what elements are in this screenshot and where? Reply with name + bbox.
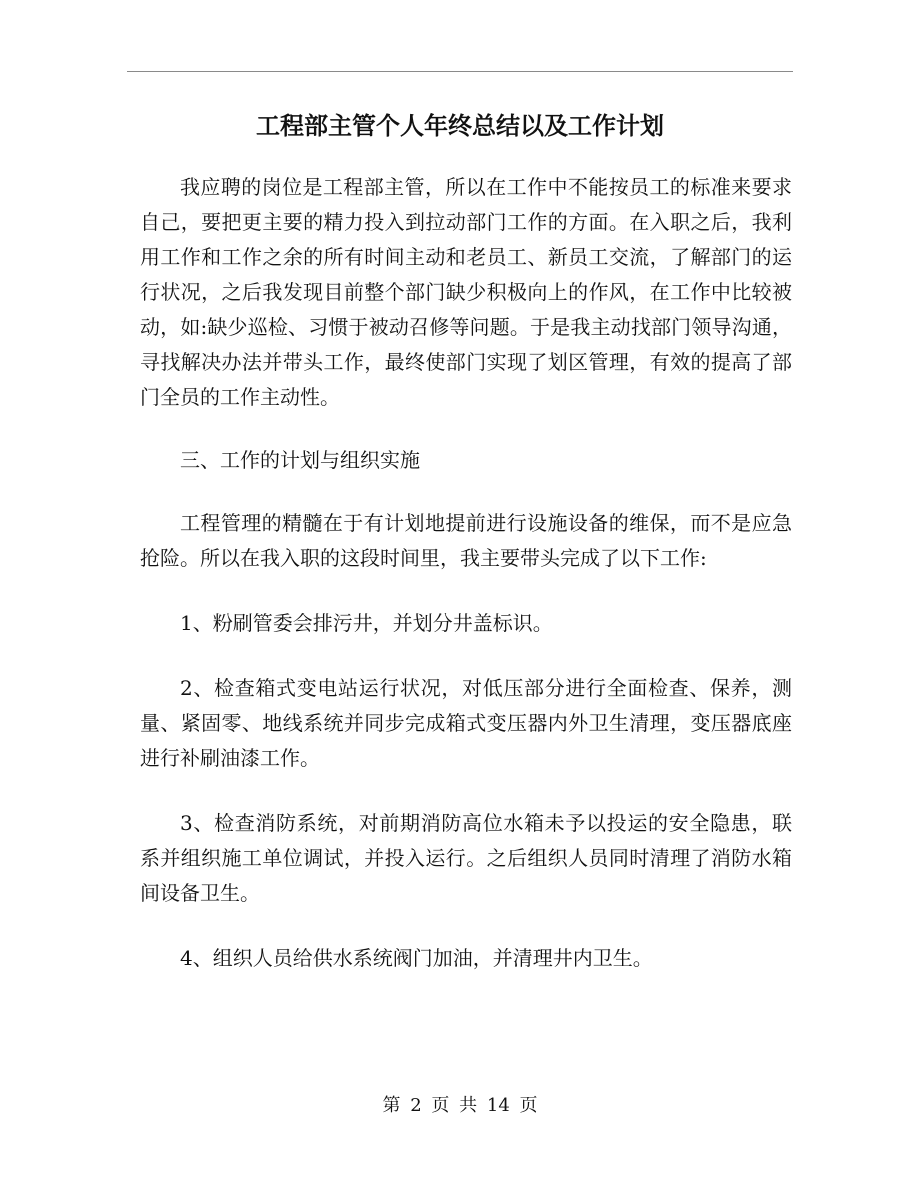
footer-page-word: 页: [431, 1095, 450, 1116]
page-footer: [127, 1092, 793, 1120]
footer-suffix: 页: [519, 1095, 538, 1116]
document-title: 工程部主管个人年终总结以及工作计划: [256, 111, 664, 140]
list-item-1: 1、粉刷管委会排污井，并划分井盖标识。: [180, 611, 553, 635]
footer-current-page: 2: [410, 1095, 422, 1116]
list-item-2: 2、检查箱式变电站运行状况，对低压部分进行全面检查、保养，测量、紧固零、地线系统并同步完成箱式变压器内外卫生清理，变压器底座进行补刷油漆工作。: [140, 676, 792, 770]
paragraph-management: 工程管理的精髓在于有计划地提前进行设施设备的维保，而不是应急抢险。所以在我入职的这段时间里，我主要带头完成了以下工作:: [140, 511, 792, 570]
paragraph-intro: 我应聘的岗位是工程部主管，所以在工作中不能按员工的标准来要求自己，要把更主要的精力投入到拉动部门工作的方面。在入职之后，我利用工作和工作之余的所有时间主动和老员工、新员工交流，了解部门的运行状况，之后我发现目前整个部门缺少积极向上的作风，在工作中比较被动，如:缺少巡检、习惯于被动召修等问题。于是我主动找部门领导沟通，寻找解决办法并带头工作，最终使部门实现了划区管理，有效的提高了部门全员的工作主动性。: [140, 175, 792, 409]
footer-prefix: 第: [382, 1095, 401, 1116]
section-heading-plan: 三、工作的计划与组织实施: [180, 448, 420, 472]
header-rule: [127, 71, 793, 72]
document-body: [140, 170, 792, 976]
footer-total-prefix: 共: [459, 1095, 478, 1116]
footer-total-pages: 14: [486, 1095, 510, 1116]
list-item-4: 4、组织人员给供水系统阀门加油，并清理井内卫生。: [180, 946, 653, 970]
list-item-3: 3、检查消防系统，对前期消防高位水箱未予以投运的安全隐患，联系并组织施工单位调试，并投入运行。之后组织人员同时清理了消防水箱间设备卫生。: [140, 811, 792, 905]
